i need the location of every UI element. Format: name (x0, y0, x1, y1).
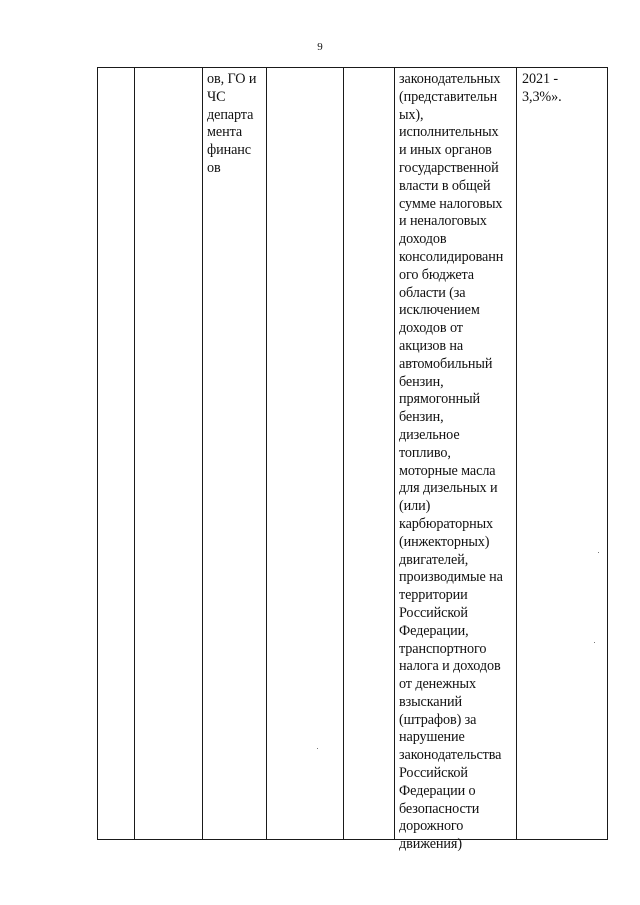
column-divider (516, 67, 517, 840)
column-divider (394, 67, 395, 840)
column-divider (343, 67, 344, 840)
responsible-cell: ов, ГО и ЧС департа мента финанс ов (207, 71, 257, 176)
table-border-bottom (97, 839, 608, 840)
page-number: 9 (317, 41, 323, 53)
column-divider (266, 67, 267, 840)
scan-speck (598, 552, 599, 553)
scan-speck (317, 748, 318, 749)
column-divider (134, 67, 135, 840)
column-divider (202, 67, 203, 840)
table-border-right (607, 67, 608, 840)
indicator-cell: законодательных (представительн ых), исполнительных и иных органов государственной власти в общей сумме налоговых и неналоговых доходов консолидированн ого бюджета области (за исключением доходов от акцизов на автомобильный бензин, прямогонный бензин, дизельное топливо, моторные масла для дизельных и (или) карбюраторных (инжекторных) двигателей, производимые на территории Российской Федерации, транспортного налога и доходов от денежных взысканий (штрафов) за нарушение законодательства Российской Федерации о безопасности дорожного движения) (399, 71, 504, 853)
table-border-left (97, 67, 98, 840)
table-border-top (97, 67, 608, 68)
value-cell: 2021 - 3,3%». (522, 71, 562, 105)
scan-speck (594, 642, 595, 643)
